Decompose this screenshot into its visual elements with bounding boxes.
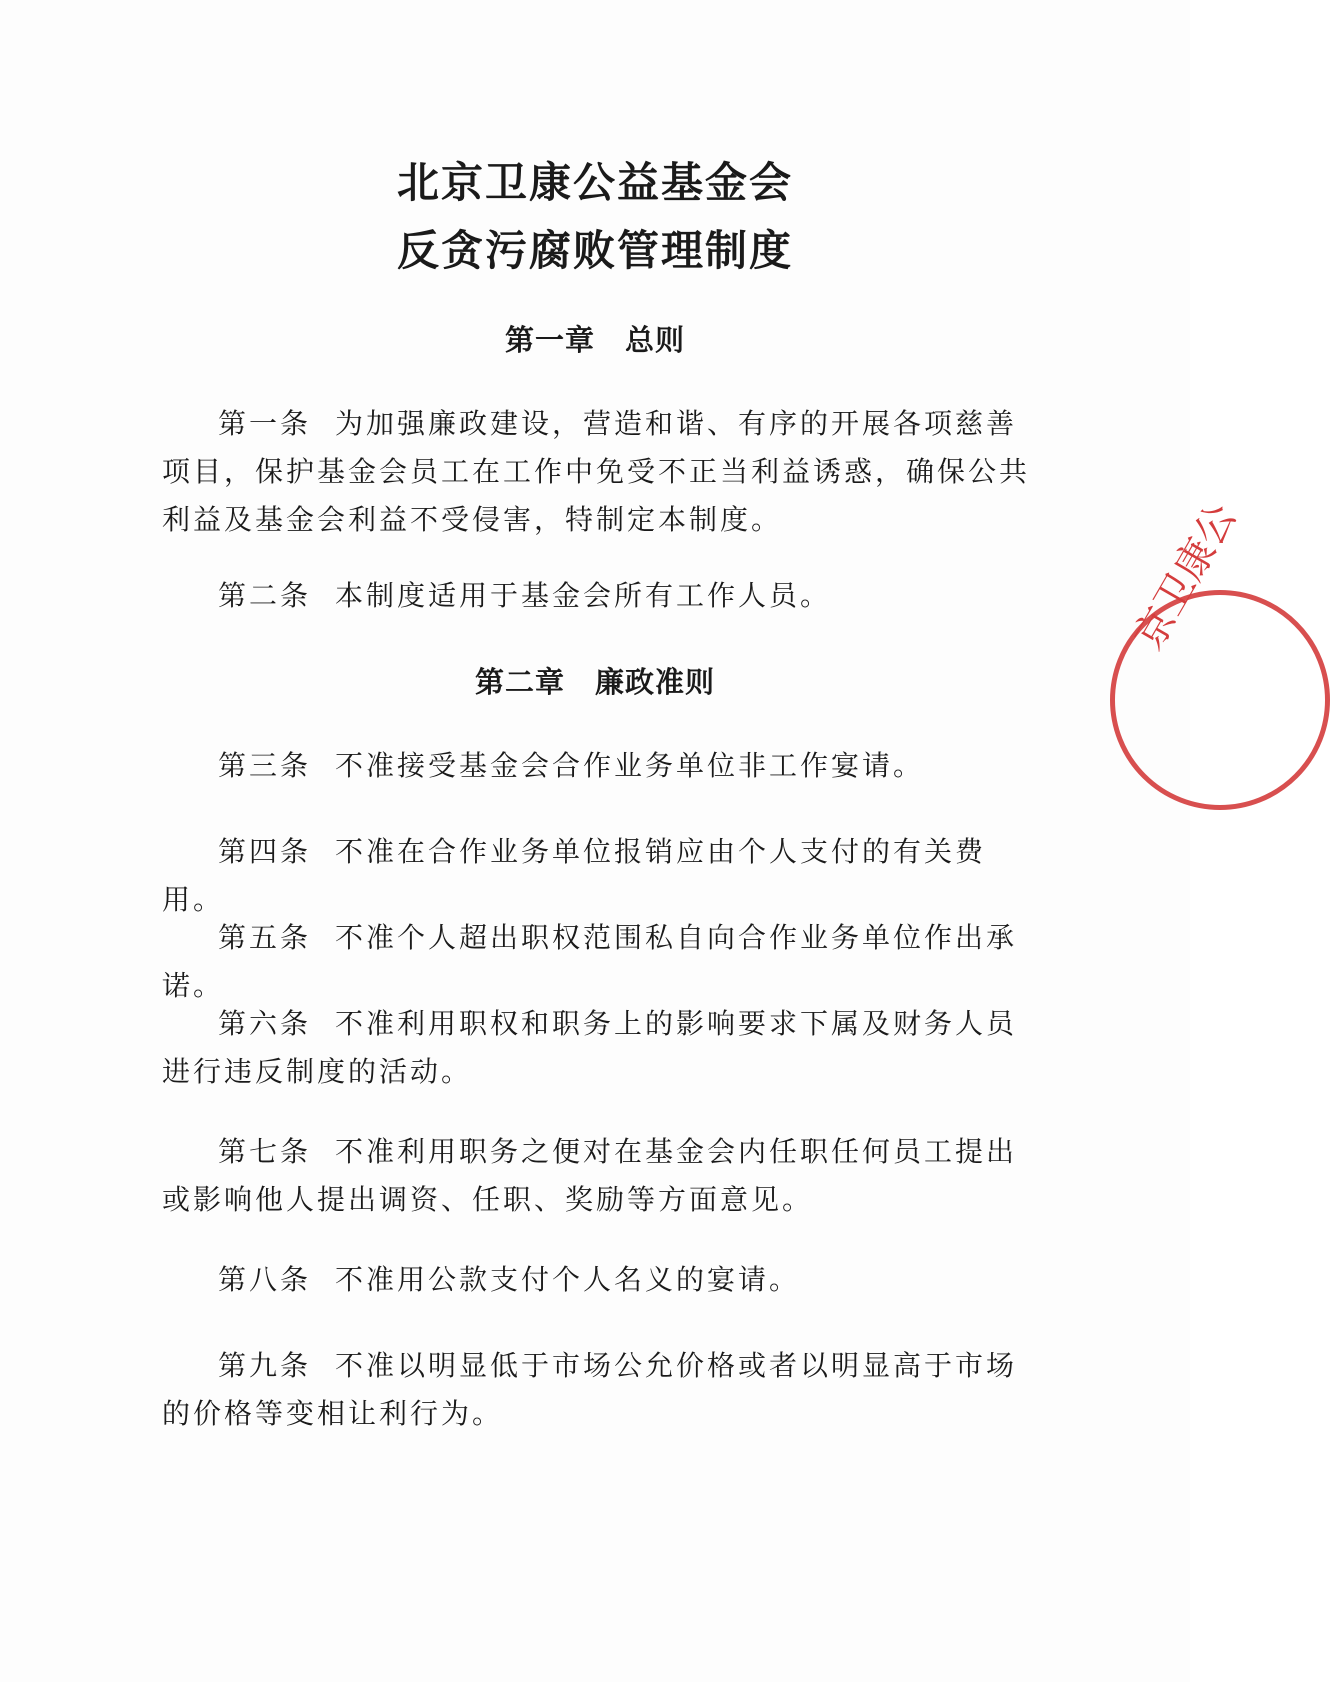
- article-number: 第七条: [218, 1135, 312, 1168]
- article-number: 第二条: [218, 579, 312, 612]
- article-text: 不准以明显低于市场公允价格或者以明显高于市场的价格等变相让利行为。: [162, 1349, 1018, 1430]
- article-text: 不准利用职务之便对在基金会内任职任何员工提出或影响他人提出调资、任职、奖励等方面意见。: [162, 1135, 1018, 1216]
- article-text: 不准在合作业务单位报销应由个人支付的有关费用。: [162, 835, 987, 916]
- article-number: 第五条: [218, 921, 312, 954]
- article-number: 第六条: [218, 1007, 312, 1040]
- article-number: 第四条: [218, 835, 312, 868]
- seal-text: 京卫康公: [1125, 495, 1246, 658]
- chapter-heading-2: 第二章 廉政准则: [474, 665, 715, 699]
- article-2: [162, 572, 1042, 620]
- article-text: 不准用公款支付个人名义的宴请。: [335, 1263, 801, 1296]
- article-text: 不准利用职权和职务上的影响要求下属及财务人员进行违反制度的活动。: [162, 1007, 1018, 1088]
- article-3: [162, 742, 1042, 790]
- article-text: 为加强廉政建设，营造和谐、有序的开展各项慈善项目，保护基金会员工在工作中免受不正当利益诱惑，确保公共利益及基金会利益不受侵害，特制定本制度。: [162, 407, 1031, 536]
- article-number: 第八条: [218, 1263, 312, 1296]
- article-8: [162, 1256, 1042, 1304]
- chapter-heading-1: 第一章 总则: [504, 323, 685, 357]
- article-7: [162, 1128, 1042, 1224]
- article-text: 不准个人超出职权范围私自向合作业务单位作出承诺。: [162, 921, 1018, 1002]
- article-number: 第九条: [218, 1349, 312, 1382]
- document-title-line2: 反贪污腐败管理制度: [396, 226, 793, 275]
- article-5: [162, 914, 1042, 1010]
- article-number: 第三条: [218, 749, 312, 782]
- article-text: 本制度适用于基金会所有工作人员。: [335, 579, 832, 612]
- article-1: [162, 400, 1042, 544]
- document-title-line1: 北京卫康公益基金会: [396, 158, 793, 207]
- article-6: [162, 1000, 1042, 1096]
- article-text: 不准接受基金会合作业务单位非工作宴请。: [335, 749, 925, 782]
- article-number: 第一条: [218, 407, 312, 440]
- article-4: [162, 828, 1042, 924]
- article-9: [162, 1342, 1042, 1438]
